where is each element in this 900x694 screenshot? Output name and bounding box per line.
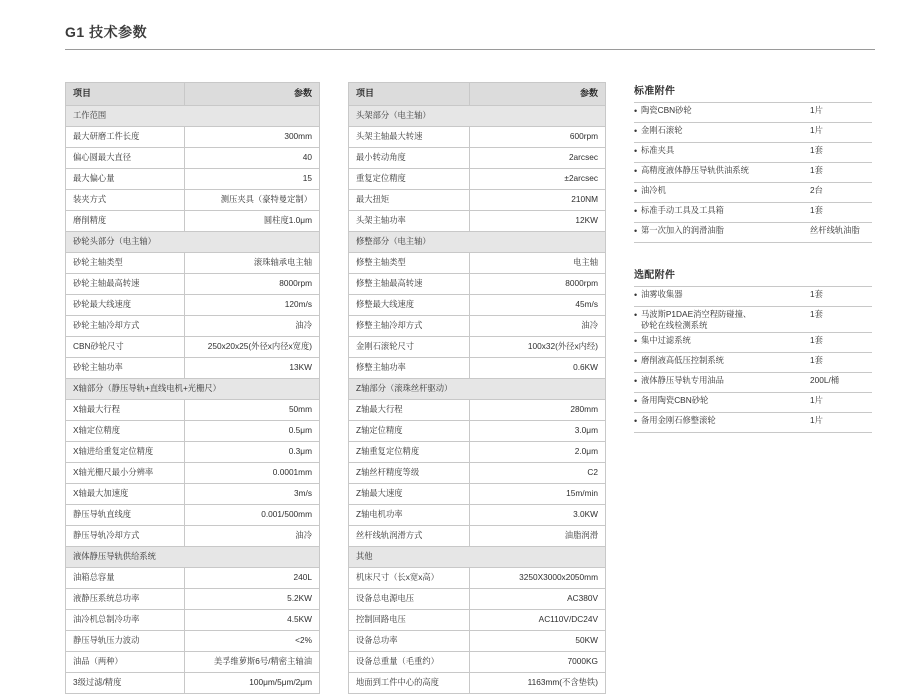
spec-table-right <box>348 82 606 694</box>
table-row <box>66 211 320 232</box>
spec-item-label: 设备总功率 <box>349 631 470 652</box>
list-item <box>634 223 872 243</box>
table-row <box>66 568 320 589</box>
section-label: X轴部分（静压导轨+直线电机+光栅尺） <box>66 379 320 400</box>
spec-item-label: 金刚石滚轮尺寸 <box>349 337 470 358</box>
section-label: 修整部分（电主轴） <box>349 232 606 253</box>
table-row <box>349 337 606 358</box>
spec-item-label: Z轴电机功率 <box>349 505 470 526</box>
table-row <box>349 673 606 694</box>
accessory-name-continued: 砂轮在线检测系统 <box>641 320 708 331</box>
accessory-quantity: 2台 <box>810 185 823 195</box>
spec-item-label: 3级过滤/精度 <box>66 673 185 694</box>
spec-item-label: 砂轮主轴冷却方式 <box>66 316 185 337</box>
spec-item-label: 修整最大线速度 <box>349 295 470 316</box>
accessory-name: 备用陶瓷CBN砂轮 <box>641 395 709 406</box>
table-row <box>349 631 606 652</box>
bullet-icon: • <box>634 126 638 136</box>
table-row <box>66 295 320 316</box>
spec-item-value: C2 <box>469 463 605 484</box>
spec-item-label: 静压导轨冷却方式 <box>66 526 185 547</box>
accessory-name: 第一次加入的润滑油脂 <box>641 225 724 235</box>
spec-item-label: 砂轮主轴最高转速 <box>66 274 185 295</box>
spec-item-label: 磨削精度 <box>66 211 185 232</box>
bullet-icon: • <box>634 356 638 367</box>
accessory-name: 磨削液高低压控制系统 <box>641 355 724 366</box>
spec-item-value: 210NM <box>469 190 605 211</box>
spec-item-value: 3m/s <box>185 484 320 505</box>
bullet-icon: • <box>634 416 638 427</box>
spec-item-label: 控制回路电压 <box>349 610 470 631</box>
table-row <box>66 358 320 379</box>
table-row <box>66 148 320 169</box>
bullet-icon: • <box>634 146 638 156</box>
spec-item-value: 45m/s <box>469 295 605 316</box>
spec-item-value: 5.2KW <box>185 589 320 610</box>
accessory-quantity: 1套 <box>810 165 823 175</box>
table-row <box>66 274 320 295</box>
header-cell-value: 参数 <box>185 83 320 106</box>
accessory-name: 油雾收集器 <box>641 289 683 299</box>
spec-item-value: 3.0μm <box>469 421 605 442</box>
accessory-name: 油冷机 <box>641 185 666 195</box>
spec-item-value: 0.5μm <box>185 421 320 442</box>
spec-table-left-container <box>65 82 320 694</box>
table-row <box>349 295 606 316</box>
spec-item-value: 7000KG <box>469 652 605 673</box>
table-row <box>349 127 606 148</box>
table-row <box>349 274 606 295</box>
list-item <box>634 287 872 307</box>
spec-item-value: 美孚维萝斯6号/精密主轴油 <box>185 652 320 673</box>
spec-table-right-body <box>349 83 606 694</box>
optional-accessories-title: 选配附件 <box>634 270 676 281</box>
spec-item-value: 100x32(外径x内经) <box>469 337 605 358</box>
accessory-name: 高精度液体静压导轨供油系统 <box>641 165 749 175</box>
spec-item-label: X轴进给重复定位精度 <box>66 442 185 463</box>
spec-item-label: 偏心圆最大直径 <box>66 148 185 169</box>
spec-item-label: 最大偏心量 <box>66 169 185 190</box>
spec-item-label: 头架主轴功率 <box>349 211 470 232</box>
list-item <box>634 203 872 223</box>
bullet-icon: • <box>634 376 638 387</box>
spec-item-label: 砂轮主轴类型 <box>66 253 185 274</box>
table-row <box>349 421 606 442</box>
spec-header-row <box>66 83 320 106</box>
standard-accessories-block <box>634 82 872 243</box>
accessory-name: 集中过滤系统 <box>641 335 691 346</box>
spec-item-value: ±2arcsec <box>469 169 605 190</box>
spec-item-value: 4.5KW <box>185 610 320 631</box>
spec-item-label: 修整主轴类型 <box>349 253 470 274</box>
header-cell-item: 项目 <box>349 83 470 106</box>
accessory-quantity: 1套 <box>810 335 823 346</box>
spec-item-label: 修整主轴功率 <box>349 358 470 379</box>
spec-item-value: 滚珠轴承电主轴 <box>185 253 320 274</box>
table-row <box>349 568 606 589</box>
spec-item-label: 丝杆线轨润滑方式 <box>349 526 470 547</box>
standard-accessories-title: 标准附件 <box>634 86 676 97</box>
spec-section-row <box>349 232 606 253</box>
header-cell-value: 参数 <box>469 83 605 106</box>
spec-section-row <box>349 547 606 568</box>
spec-section-row <box>349 106 606 127</box>
table-row <box>66 127 320 148</box>
spec-item-value: 12KW <box>469 211 605 232</box>
spec-item-label: Z轴最大速度 <box>349 484 470 505</box>
accessories-column <box>634 82 872 433</box>
header-cell-item: 项目 <box>66 83 185 106</box>
spec-header-row <box>349 83 606 106</box>
spec-item-value: 油脂润滑 <box>469 526 605 547</box>
page-title: G1 技术参数 <box>65 24 148 40</box>
bullet-icon: • <box>634 290 638 300</box>
table-row <box>349 463 606 484</box>
spec-item-value: 13KW <box>185 358 320 379</box>
spec-item-value: 40 <box>185 148 320 169</box>
spec-item-value: 240L <box>185 568 320 589</box>
spec-item-label: X轴光栅尺最小分辨率 <box>66 463 185 484</box>
table-row <box>66 337 320 358</box>
section-label: 液体静压导轨供给系统 <box>66 547 320 568</box>
table-row <box>349 505 606 526</box>
spec-section-row <box>66 232 320 253</box>
spec-table-left <box>65 82 320 694</box>
table-row <box>349 526 606 547</box>
accessory-quantity: 1套 <box>810 289 823 299</box>
table-row <box>349 148 606 169</box>
list-item <box>634 163 872 183</box>
spec-item-label: 油冷机总制冷功率 <box>66 610 185 631</box>
table-row <box>349 169 606 190</box>
accessory-name: 备用金刚石修整滚轮 <box>641 415 716 426</box>
spec-item-label: 地面到工件中心的高度 <box>349 673 470 694</box>
list-item <box>634 307 872 333</box>
spec-item-value: 600rpm <box>469 127 605 148</box>
table-row <box>66 505 320 526</box>
spec-item-value: 0.001/500mm <box>185 505 320 526</box>
spec-item-label: 静压导轨直线度 <box>66 505 185 526</box>
list-item <box>634 333 872 353</box>
table-row <box>349 484 606 505</box>
spec-item-value: AC380V <box>469 589 605 610</box>
accessory-quantity: 1片 <box>810 105 823 115</box>
section-label: 砂轮头部分（电主轴） <box>66 232 320 253</box>
list-item <box>634 413 872 433</box>
table-row <box>66 316 320 337</box>
table-row <box>66 610 320 631</box>
spec-section-row <box>66 547 320 568</box>
spec-item-value: 2arcsec <box>469 148 605 169</box>
table-row <box>349 358 606 379</box>
table-row <box>349 253 606 274</box>
spec-item-value: 8000rpm <box>185 274 320 295</box>
accessory-name: 马波斯P1DAE消空程防碰撞、 砂轮在线检测系统 <box>641 309 810 331</box>
accessory-quantity: 1片 <box>810 395 823 406</box>
accessory-name: 陶瓷CBN砂轮 <box>641 105 692 115</box>
spec-item-label: 重复定位精度 <box>349 169 470 190</box>
spec-item-label: Z轴最大行程 <box>349 400 470 421</box>
spec-item-value: 250x20x25(外径x内径x宽度) <box>185 337 320 358</box>
table-row <box>66 421 320 442</box>
spec-section-row <box>349 379 606 400</box>
spec-item-label: 油品（两种） <box>66 652 185 673</box>
spec-item-value: 3.0KW <box>469 505 605 526</box>
spec-item-label: X轴最大行程 <box>66 400 185 421</box>
spec-item-value: 油冷 <box>469 316 605 337</box>
table-row <box>66 673 320 694</box>
accessory-name: 标准夹具 <box>641 145 675 155</box>
table-row <box>66 463 320 484</box>
spec-item-value: 15 <box>185 169 320 190</box>
spec-item-label: 机床尺寸（长x宽x高） <box>349 568 470 589</box>
spec-item-value: 50mm <box>185 400 320 421</box>
table-row <box>349 190 606 211</box>
spec-item-value: 3250X3000x2050mm <box>469 568 605 589</box>
accessory-quantity: 1套 <box>810 145 823 155</box>
spec-item-value: 120m/s <box>185 295 320 316</box>
spec-item-value: 电主轴 <box>469 253 605 274</box>
spec-item-label: Z轴丝杆精度等级 <box>349 463 470 484</box>
table-row <box>349 589 606 610</box>
bullet-icon: • <box>634 396 638 407</box>
spec-item-label: 油箱总容量 <box>66 568 185 589</box>
spec-table-right-container <box>348 82 606 694</box>
spec-item-value: 1163mm(不含垫铁) <box>469 673 605 694</box>
table-row <box>349 316 606 337</box>
bullet-icon: • <box>634 106 638 116</box>
table-row <box>66 190 320 211</box>
spec-item-label: 砂轮最大线速度 <box>66 295 185 316</box>
table-row <box>66 400 320 421</box>
bullet-icon: • <box>634 206 638 216</box>
spec-item-label: CBN砂轮尺寸 <box>66 337 185 358</box>
spec-item-value: 8000rpm <box>469 274 605 295</box>
spec-item-value: 油冷 <box>185 316 320 337</box>
list-item <box>634 353 872 373</box>
table-row <box>349 442 606 463</box>
table-row <box>66 652 320 673</box>
section-label: 其他 <box>349 547 606 568</box>
spec-item-label: 砂轮主轴功率 <box>66 358 185 379</box>
spec-item-label: X轴定位精度 <box>66 421 185 442</box>
spec-item-label: Z轴重复定位精度 <box>349 442 470 463</box>
table-row <box>66 253 320 274</box>
spec-item-value: AC110V/DC24V <box>469 610 605 631</box>
spec-item-value: 280mm <box>469 400 605 421</box>
spec-item-value: 0.3μm <box>185 442 320 463</box>
section-label: Z轴部分（滚珠丝杆驱动） <box>349 379 606 400</box>
spec-item-label: 静压导轨压力波动 <box>66 631 185 652</box>
section-label: 工作范围 <box>66 106 320 127</box>
spec-item-label: 装夹方式 <box>66 190 185 211</box>
bullet-icon: • <box>634 166 638 176</box>
accessory-quantity: 丝杆线轨油脂 <box>810 225 860 235</box>
accessory-name: 标准手动工具及工具箱 <box>641 205 724 215</box>
spec-item-label: 设备总电源电压 <box>349 589 470 610</box>
table-row <box>349 400 606 421</box>
accessory-name: 液体静压导轨专用油品 <box>641 375 724 386</box>
standard-accessories-list <box>634 102 872 243</box>
accessory-quantity: 1套 <box>810 309 823 319</box>
spec-item-value: 油冷 <box>185 526 320 547</box>
list-item <box>634 373 872 393</box>
spec-item-label: Z轴定位精度 <box>349 421 470 442</box>
table-row <box>349 211 606 232</box>
optional-accessories-block <box>634 266 872 433</box>
bullet-icon: • <box>634 336 638 347</box>
table-row <box>66 442 320 463</box>
spec-item-value: <2% <box>185 631 320 652</box>
list-item <box>634 103 872 123</box>
page-header <box>65 22 875 50</box>
spec-item-label: 最大研磨工件长度 <box>66 127 185 148</box>
spec-item-label: 最大扭矩 <box>349 190 470 211</box>
spec-item-value: 2.0μm <box>469 442 605 463</box>
table-row <box>349 652 606 673</box>
spec-section-row <box>66 106 320 127</box>
spec-item-label: 修整主轴最高转速 <box>349 274 470 295</box>
accessory-quantity: 1套 <box>810 355 823 366</box>
spec-item-value: 0.6KW <box>469 358 605 379</box>
bullet-icon: • <box>634 186 638 196</box>
optional-accessories-list <box>634 286 872 433</box>
spec-item-value: 圆柱度1.0μm <box>185 211 320 232</box>
accessory-name: 金刚石滚轮 <box>641 125 683 135</box>
table-row <box>66 169 320 190</box>
accessory-quantity: 1套 <box>810 205 823 215</box>
bullet-icon: • <box>634 310 638 320</box>
section-label: 头架部分（电主轴） <box>349 106 606 127</box>
spec-item-value: 测压夹具（豪特曼定制） <box>185 190 320 211</box>
spec-item-value: 300mm <box>185 127 320 148</box>
spec-item-label: 设备总重量（毛重约） <box>349 652 470 673</box>
bullet-icon: • <box>634 226 638 236</box>
table-row <box>66 526 320 547</box>
table-row <box>66 631 320 652</box>
spec-item-label: X轴最大加速度 <box>66 484 185 505</box>
spec-item-value: 15m/min <box>469 484 605 505</box>
accessory-quantity: 1片 <box>810 415 823 426</box>
title-divider <box>65 49 875 50</box>
table-row <box>66 589 320 610</box>
spec-section-row <box>66 379 320 400</box>
list-item <box>634 123 872 143</box>
list-item <box>634 183 872 203</box>
spec-item-label: 头架主轴最大转速 <box>349 127 470 148</box>
accessory-quantity: 1片 <box>810 125 823 135</box>
list-item <box>634 143 872 163</box>
spec-item-value: 50KW <box>469 631 605 652</box>
spec-item-label: 液静压系统总功率 <box>66 589 185 610</box>
table-row <box>349 610 606 631</box>
list-item <box>634 393 872 413</box>
table-row <box>66 484 320 505</box>
spec-item-value: 0.0001mm <box>185 463 320 484</box>
spec-item-label: 最小转动角度 <box>349 148 470 169</box>
spec-table-left-body <box>66 83 320 694</box>
spec-item-label: 修整主轴冷却方式 <box>349 316 470 337</box>
accessory-quantity: 200L/桶 <box>810 375 840 386</box>
spec-item-value: 100μm/5μm/2μm <box>185 673 320 694</box>
